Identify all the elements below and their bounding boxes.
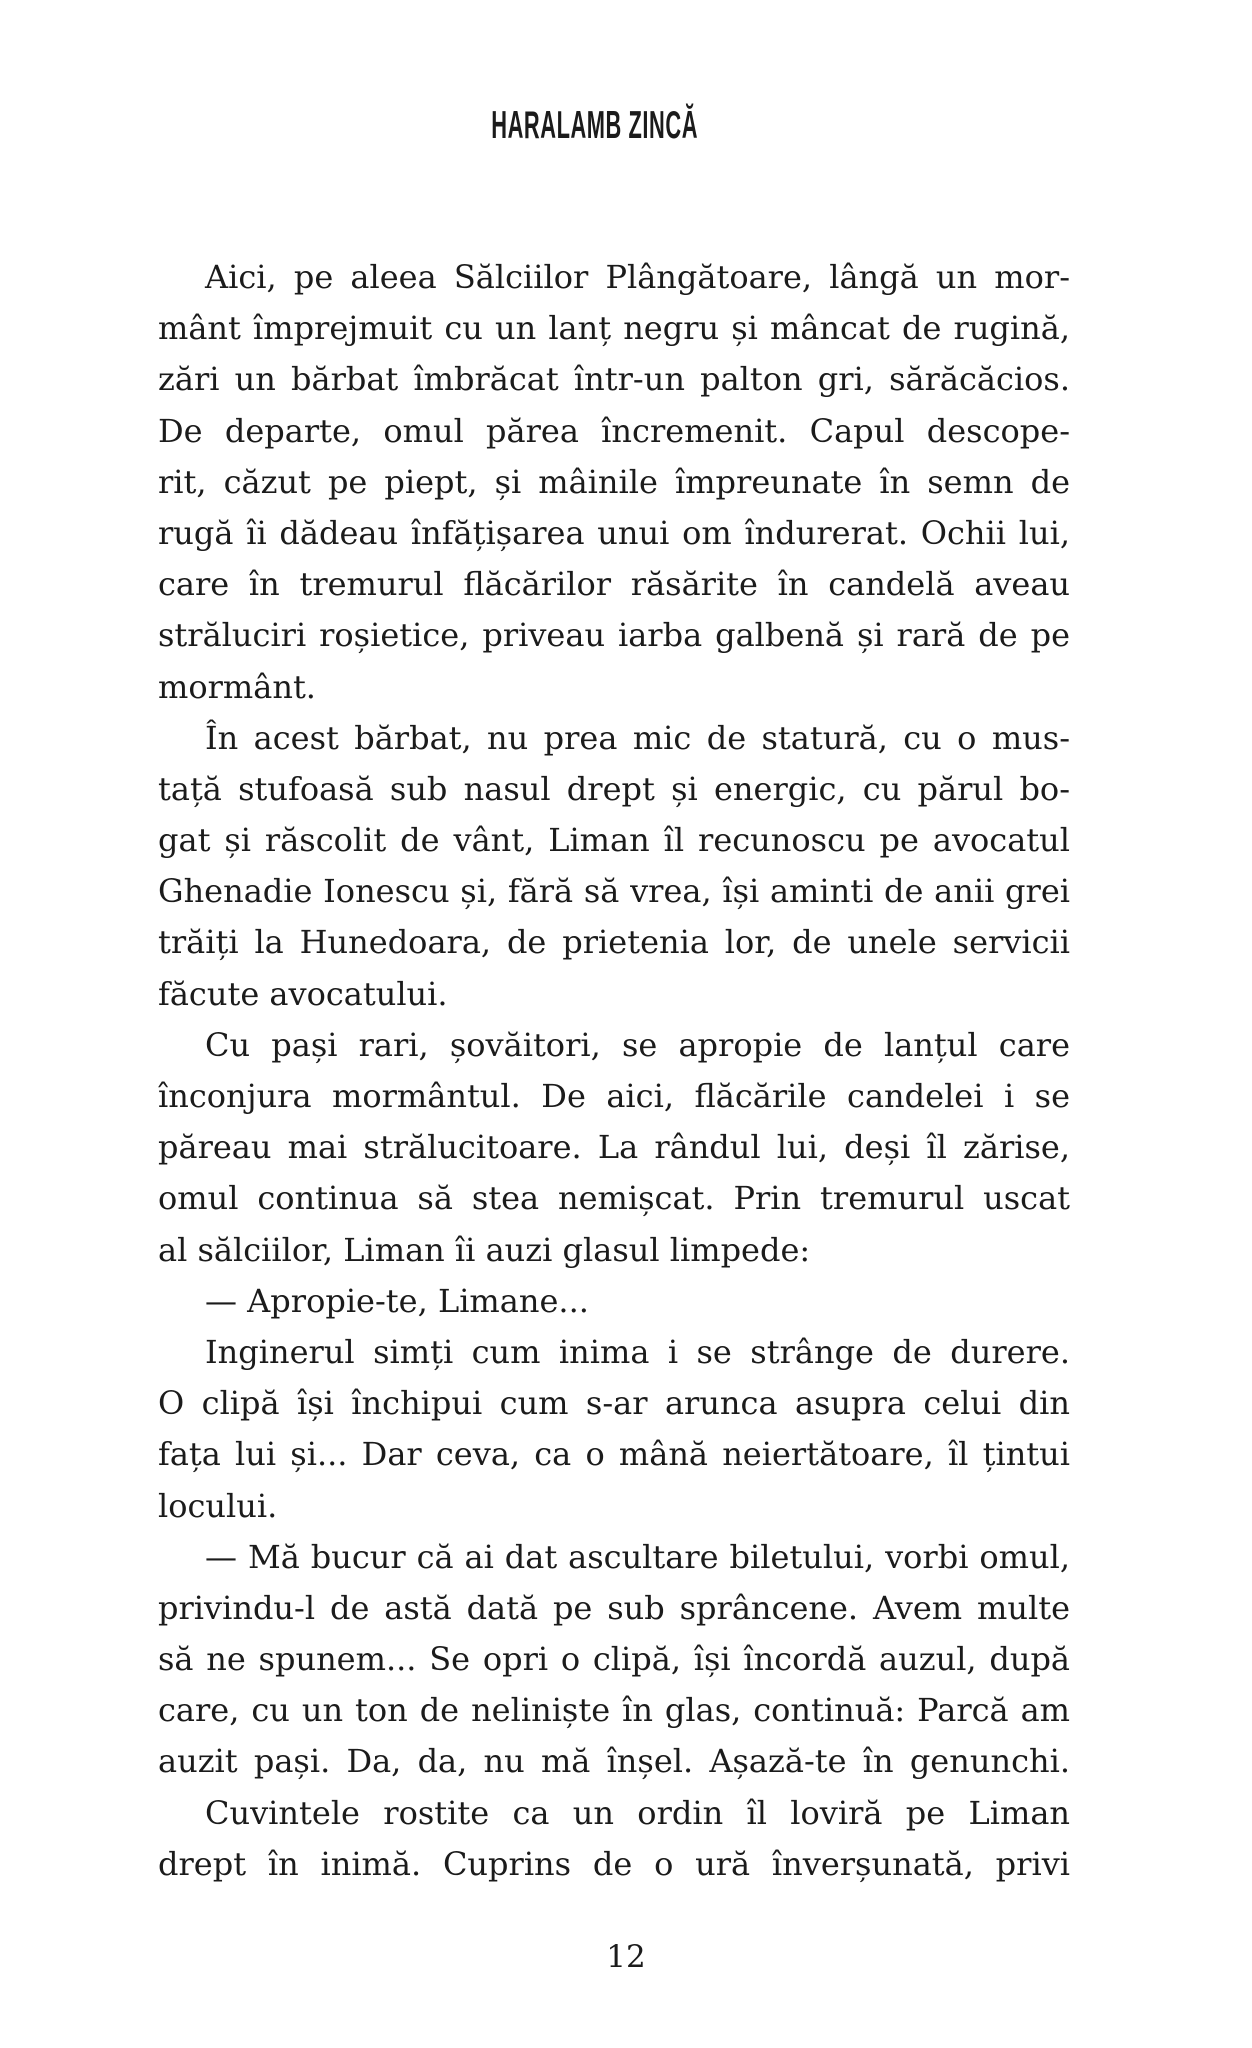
author-header — [139, 106, 1051, 145]
text-line: gat și răscolit de vânt, Liman îl recunoscu pe avocatul — [158, 821, 1070, 860]
text-line: trăiți la Hunedoara, de prietenia lor, de unele servicii — [158, 923, 1070, 962]
text-line: Ghenadie Ionescu și, fără să vrea, își aminti de anii grei — [158, 872, 1070, 911]
page-number: 12 — [606, 1939, 646, 1975]
text-line: auzit pași. Da, da, nu mă înșel. Așază-te în genunchi. — [158, 1742, 1070, 1781]
text-line: drept în inimă. Cuprins de o ură înverșunată, privi — [158, 1844, 1070, 1883]
text-line: locului. — [158, 1486, 278, 1525]
text-line: al sălciilor, Liman îi auzi glasul limpede: — [158, 1230, 811, 1269]
text-line: În acest bărbat, nu prea mic de statură, cu o mus- — [205, 718, 1070, 757]
text-line: rugă îi dădeau înfățișarea unui om îndurerat. Ochii lui, — [158, 513, 1070, 552]
text-line: care, cu un ton de neliniște în glas, continuă: Parcă am — [158, 1691, 1070, 1730]
text-line: tață stufoasă sub nasul drept și energic, cu părul bo- — [158, 769, 1070, 808]
text-line: rit, căzut pe piept, și mâinile împreunate în semn de — [158, 462, 1070, 501]
text-line: înconjura mormântul. De aici, flăcările candelei i se — [158, 1077, 1070, 1115]
text-line: făcute avocatului. — [158, 974, 448, 1013]
text-line: Inginerul simți cum inima i se strânge de durere. — [205, 1332, 1070, 1371]
text-line: — Apropie-te, Limane... — [205, 1281, 589, 1320]
text-line: mânt împrejmuit cu un lanț negru și mâncat de rugină, — [158, 309, 1070, 348]
text-line: păreau mai strălucitoare. La rândul lui, deși îl zărise, — [158, 1128, 1070, 1167]
author-header-text: HARALAMB ZINCĂ — [491, 104, 699, 147]
text-line: zări un bărbat îmbrăcat într-un palton gri, sărăcăcios. — [158, 360, 1070, 399]
text-line: Cu pași rari, șovăitori, se apropie de lanțul care — [205, 1025, 1070, 1064]
text-line: străluciri roșietice, priveau iarba galbenă și rară de pe — [158, 616, 1070, 655]
text-line: omul continua să stea nemișcat. Prin tremurul uscat — [158, 1179, 1070, 1218]
text-line: — Mă bucur că ai dat ascultare biletului, vorbi omul, — [205, 1537, 1070, 1576]
text-line: fața lui și... Dar ceva, ca o mână neiertătoare, îl țintui — [158, 1435, 1070, 1474]
text-line: Cuvintele rostite ca un ordin îl loviră pe Liman — [205, 1793, 1070, 1832]
text-line: O clipă își închipui cum s-ar arunca asupra celui din — [158, 1384, 1070, 1423]
text-line: care în tremurul flăcărilor răsărite în candelă aveau — [158, 565, 1070, 604]
text-line: mormânt. — [158, 667, 316, 706]
page-text — [158, 252, 1070, 1890]
text-line: privindu-l de astă dată pe sub sprâncene. Avem multe — [158, 1588, 1070, 1627]
text-line: Aici, pe aleea Sălciilor Plângătoare, lângă un mor- — [205, 258, 1070, 296]
text-line: De departe, omul părea încremenit. Capul descope- — [158, 411, 1070, 450]
text-line: să ne spunem... Se opri o clipă, își încordă auzul, după — [158, 1640, 1070, 1679]
